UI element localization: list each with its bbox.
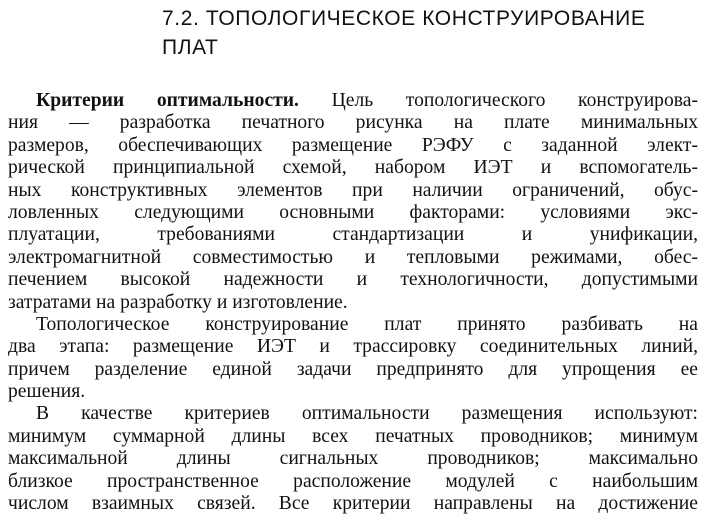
text-line: минимум суммарной длины всех печатных проводников; минимум bbox=[8, 425, 698, 447]
text-line: Топологическое конструирование плат принято разбивать на bbox=[36, 313, 698, 335]
text-line bbox=[8, 90, 698, 112]
paragraph-placement-criteria bbox=[8, 403, 698, 515]
section-heading-line-1: 7.2. ТОПОЛОГИЧЕСКОЕ КОНСТРУИРОВАНИЕ bbox=[162, 7, 646, 30]
text-line: два этапа: размещение ИЭТ и трассировку соединительных линий, bbox=[8, 336, 698, 358]
text-line: ловленных следующими основными факторами: условиями экс- bbox=[8, 201, 698, 223]
text-line: электромагнитной совместимостью и тепловыми режимами, обес- bbox=[8, 246, 698, 268]
text-line: размеров, обеспечивающих размещение РЭФУ с заданной элект- bbox=[8, 134, 698, 156]
text-line: рической принципиальной схемой, набором ИЭТ и вспомогатель- bbox=[8, 157, 698, 179]
text-line: решения. bbox=[8, 381, 86, 403]
criteria-term: Критерии оптимальности. bbox=[36, 90, 299, 111]
text-line: числом взаимных связей. Все критерии направлены на достижение bbox=[8, 493, 698, 515]
text-line: затратами на разработку и изготовление. bbox=[8, 291, 348, 313]
text-line: ния — разработка печатного рисунка на плате минимальных bbox=[8, 112, 698, 134]
text-line: максимальной длины сигнальных проводников; максимально bbox=[8, 448, 698, 470]
body-text bbox=[8, 90, 698, 515]
paragraph-stages bbox=[8, 314, 698, 404]
text-line: близкое пространственное расположение модулей с наибольшим bbox=[8, 470, 698, 492]
paragraph-criteria bbox=[8, 90, 698, 314]
section-heading-line-2: ПЛАТ bbox=[162, 36, 219, 59]
section-heading bbox=[162, 4, 702, 62]
text-line: В качестве критериев оптимальности размещения используют: bbox=[36, 403, 698, 425]
text-line: плуатации, требованиями стандартизации и унификации, bbox=[8, 224, 698, 246]
text-line: причем разделение единой задачи предпринято для упрощения ее bbox=[8, 358, 698, 380]
text-fragment: Цель топологического конструирова- bbox=[298, 90, 698, 111]
text-line: ных конструктивных элементов при наличии ограничений, обус- bbox=[8, 179, 698, 201]
text-line: печением высокой надежности и технологичности, допустимыми bbox=[8, 269, 698, 291]
